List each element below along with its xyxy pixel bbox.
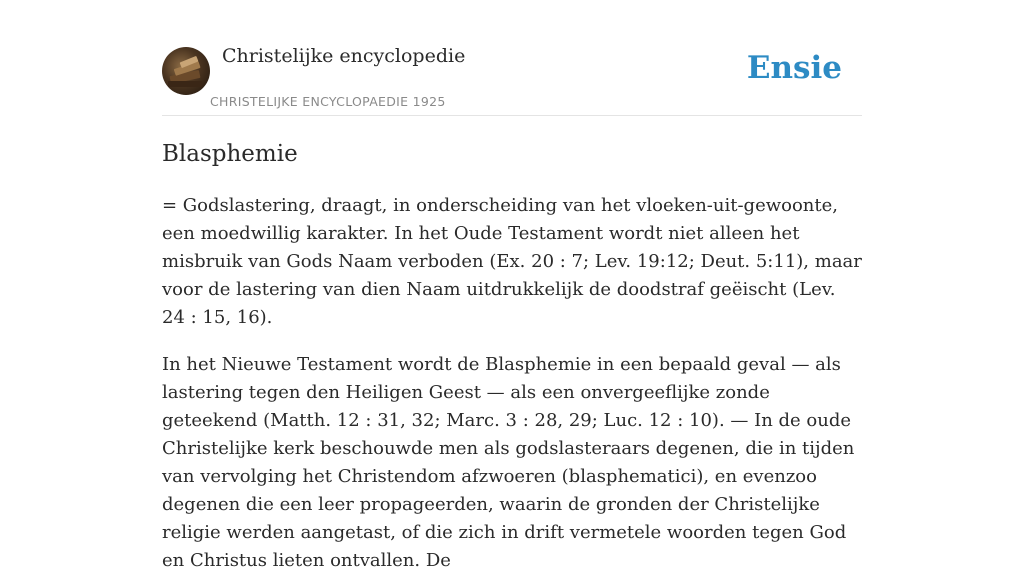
publication-title[interactable]: Christelijke encyclopedie xyxy=(222,45,466,67)
article-paragraph: In het Nieuwe Testament wordt de Blasphemie in een bepaald geval — als lastering tegen den Heiligen Geest — als een onvergeeflijke zonde geteekend (Matth. 12 : 31, 32; Marc. 3 : 28, 29; Luc. 12 : 10). — In de oude Christelijke kerk beschouwde men als godslasteraars degenen, die in tijden van vervolging het Christendom afzwoeren (blasphematici), en evenzoo degenen die een leer propageerden, waarin de gronden der Christelijke religie werden aangetast, of die zich in drift vermetele woorden tegen God en Christus lieten ontvallen. De xyxy=(162,354,855,571)
article-title: Blasphemie xyxy=(162,141,298,167)
article-paragraph: = Godslastering, draagt, in onderscheiding van het vloeken-uit-gewoonte, een moedwillig karakter. In het Oude Testament wordt niet alleen het misbruik van Gods Naam verboden (Ex. 20 : 7; Lev. 19:12; Deut. 5:11), maar voor de lastering van dien Naam uitdrukkelijk de doodstraf geëischt (Lev. 24 : 15, 16). xyxy=(162,195,862,328)
publication-subtitle: CHRISTELIJKE ENCYCLOPAEDIE 1925 xyxy=(210,94,446,109)
article xyxy=(162,138,862,575)
ensie-logo-link[interactable]: Ensie xyxy=(746,50,842,86)
site-header xyxy=(162,0,862,116)
book-stack-icon xyxy=(162,47,210,95)
publication-avatar[interactable] xyxy=(162,47,210,95)
